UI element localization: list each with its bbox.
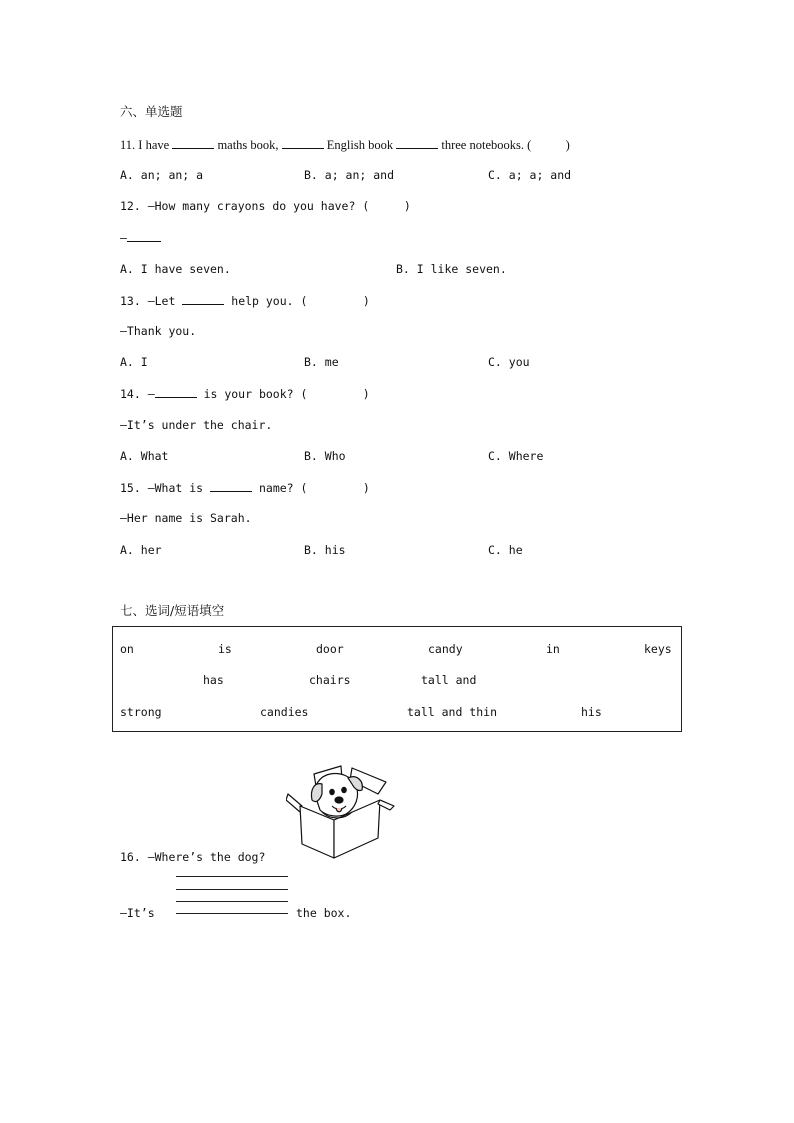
q12-dash: — [120, 231, 127, 245]
word-in: in [546, 642, 560, 656]
q13-reply: —Thank you. [120, 324, 197, 338]
q14-option-b[interactable]: B. Who [304, 449, 346, 463]
q13-stem-post: help you. ( ) [231, 294, 370, 308]
q14-option-a[interactable]: A. What [120, 449, 169, 463]
q11-option-c[interactable]: C. a; a; and [488, 168, 572, 182]
q12-stem: 12. —How many crayons do you have? ( ) [120, 199, 411, 213]
q13-option-b[interactable]: B. me [304, 355, 339, 369]
q11-blank-3[interactable] [396, 137, 438, 149]
q13-option-a[interactable]: A. I [120, 355, 148, 369]
q11-option-a[interactable]: A. an; an; a [120, 168, 204, 182]
q14-option-c[interactable]: C. Where [488, 449, 544, 463]
q11-text-2: maths book, [217, 138, 279, 152]
q16-writing-line-2[interactable] [176, 889, 288, 890]
word-tall-and: tall and [421, 673, 477, 687]
q11-option-b[interactable]: B. a; an; and [304, 168, 395, 182]
q11-answer-paren[interactable]: ( ) [527, 138, 570, 152]
q12-option-b[interactable]: B. I like seven. [396, 262, 507, 276]
q15-option-c[interactable]: C. he [488, 543, 523, 557]
q11-text-1: I have [138, 138, 170, 152]
q14-stem [120, 386, 370, 401]
q16-answer-blank[interactable] [176, 913, 288, 914]
q15-reply: —Her name is Sarah. [120, 511, 252, 525]
q11-blank-2[interactable] [282, 137, 324, 149]
word-chairs: chairs [309, 673, 351, 687]
q12-blank[interactable] [127, 230, 161, 242]
q15-stem [120, 480, 370, 495]
section6-heading: 六、单选题 [120, 104, 183, 119]
q12-answer-line [120, 230, 161, 245]
q16-question: 16. —Where’s the dog? [120, 850, 266, 864]
word-is: is [218, 642, 232, 656]
q13-stem-pre: 13. —Let [120, 294, 176, 308]
q15-stem-pre: 15. —What is [120, 481, 204, 495]
word-door: door [316, 642, 344, 656]
q11-blank-1[interactable] [172, 137, 214, 149]
q15-option-b[interactable]: B. his [304, 543, 346, 557]
word-tall-and-thin: tall and thin [407, 705, 498, 719]
dog-in-box-illustration [286, 764, 396, 860]
word-candy: candy [428, 642, 463, 656]
q15-option-a[interactable]: A. her [120, 543, 162, 557]
q13-blank[interactable] [182, 293, 224, 305]
q16-answer-pre: —It’s [120, 906, 155, 920]
word-candies: candies [260, 705, 309, 719]
q14-stem-pre: 14. — [120, 387, 155, 401]
q11-stem [120, 137, 570, 152]
q14-reply: —It’s under the chair. [120, 418, 273, 432]
q13-stem [120, 293, 370, 308]
q16-writing-line-1[interactable] [176, 876, 288, 877]
q16-writing-line-3[interactable] [176, 901, 288, 902]
q14-blank[interactable] [155, 386, 197, 398]
section7-heading: 七、选词/短语填空 [120, 603, 225, 618]
q14-stem-post: is your book? ( ) [203, 387, 370, 401]
q16-answer-post: the box. [296, 906, 352, 920]
q15-blank[interactable] [210, 480, 252, 492]
word-on: on [120, 642, 134, 656]
q12-option-a[interactable]: A. I have seven. [120, 262, 231, 276]
q13-option-c[interactable]: C. you [488, 355, 530, 369]
q11-text-4: three notebooks. [441, 138, 524, 152]
box-right-flap [378, 800, 394, 810]
q11-number: 11. [120, 138, 136, 152]
word-his: his [581, 705, 602, 719]
q15-stem-post: name? ( ) [258, 481, 370, 495]
word-keys: keys [644, 642, 672, 656]
q11-text-3: English book [326, 138, 394, 152]
word-strong: strong [120, 705, 162, 719]
word-has: has [203, 673, 224, 687]
